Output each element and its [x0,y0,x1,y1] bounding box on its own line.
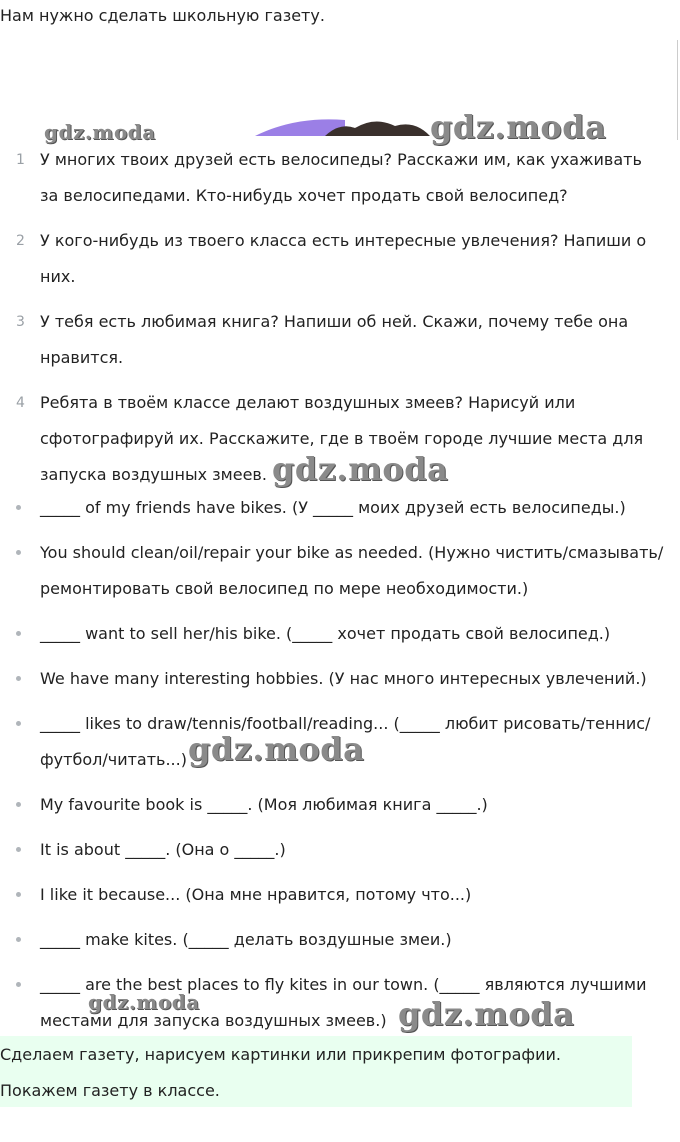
list-item [0,877,665,913]
item-text: Ребята в твоём классе делают воздушных змеев? Нарисуй или сфотографируй их. Расскажите, где в твоём городе лучшие места для запуска воздушных змеев. [40,393,644,484]
item-number: 2 [16,233,25,249]
item-text: It is about _____. (Она о _____.) [40,840,286,859]
bullet-icon [16,550,21,555]
watermark: gdz.moda [188,730,365,768]
item-text: _____ likes to draw/tennis/football/reading... (_____ любит рисовать/теннис/футбол/читать...) [40,714,651,769]
bullet-list [0,490,665,1048]
watermark: gdz.moda [44,120,156,144]
item-text: We have many interesting hobbies. (У нас много интересных увлечений.) [40,669,647,688]
bullet-icon [16,676,21,681]
decorative-banner [255,116,445,142]
item-text: _____ make kites. (_____ делать воздушные змеи.) [40,930,452,949]
list-item [0,304,660,376]
item-text: _____ are the best places to fly kites in our town. (_____ являются лучшими местами для запуска воздушных змеев.) [40,975,647,1030]
bullet-icon [16,847,21,852]
list-item [0,661,665,697]
item-number: 4 [16,395,25,411]
bullet-icon [16,631,21,636]
item-text: У тебя есть любимая книга? Напиши об ней. Скажи, почему тебе она нравится. [40,312,629,367]
summary-box [0,1036,632,1107]
bullet-icon [16,721,21,726]
item-text: У кого-нибудь из твоего класса есть интересные увлечения? Напиши о них. [40,231,647,286]
watermark: gdz.moda [272,450,449,488]
item-number: 3 [16,314,25,330]
item-text: My favourite book is _____. (Моя любимая книга _____.) [40,795,488,814]
list-item [0,787,665,823]
list-item [0,223,660,295]
watermark: gdz.moda [430,108,607,146]
summary-line: Покажем газету в классе. [0,1081,220,1100]
item-text: You should clean/oil/repair your bike as needed. (Нужно чистить/смазывать/ремонтировать свой велосипед по мере необходимости.) [40,543,664,598]
divider-line [677,40,678,140]
list-item [0,142,660,214]
list-item [0,616,665,652]
list-item [0,922,665,958]
summary-line: Сделаем газету, нарисуем картинки или прикрепим фотографии. [0,1045,561,1064]
bullet-icon [16,937,21,942]
list-item [0,832,665,868]
item-text: I like it because... (Она мне нравится, потому что...) [40,885,472,904]
item-text: У многих твоих друзей есть велосипеды? Расскажи им, как ухаживать за велосипедами. Кто-нибудь хочет продать свой велосипед? [40,150,642,205]
bullet-icon [16,982,21,987]
item-number: 1 [16,152,25,168]
list-item [0,535,665,607]
intro-text: Нам нужно сделать школьную газету. [0,6,325,25]
item-text: _____ of my friends have bikes. (У _____ моих друзей есть велосипеды.) [40,498,626,517]
item-text: _____ want to sell her/his bike. (_____ хочет продать свой велосипед.) [40,624,611,643]
bullet-icon [16,892,21,897]
watermark: gdz.moda [398,995,575,1033]
numbered-list [0,142,660,502]
bullet-icon [16,505,21,510]
list-item [0,490,665,526]
bullet-icon [16,802,21,807]
watermark: gdz.moda [88,990,200,1014]
